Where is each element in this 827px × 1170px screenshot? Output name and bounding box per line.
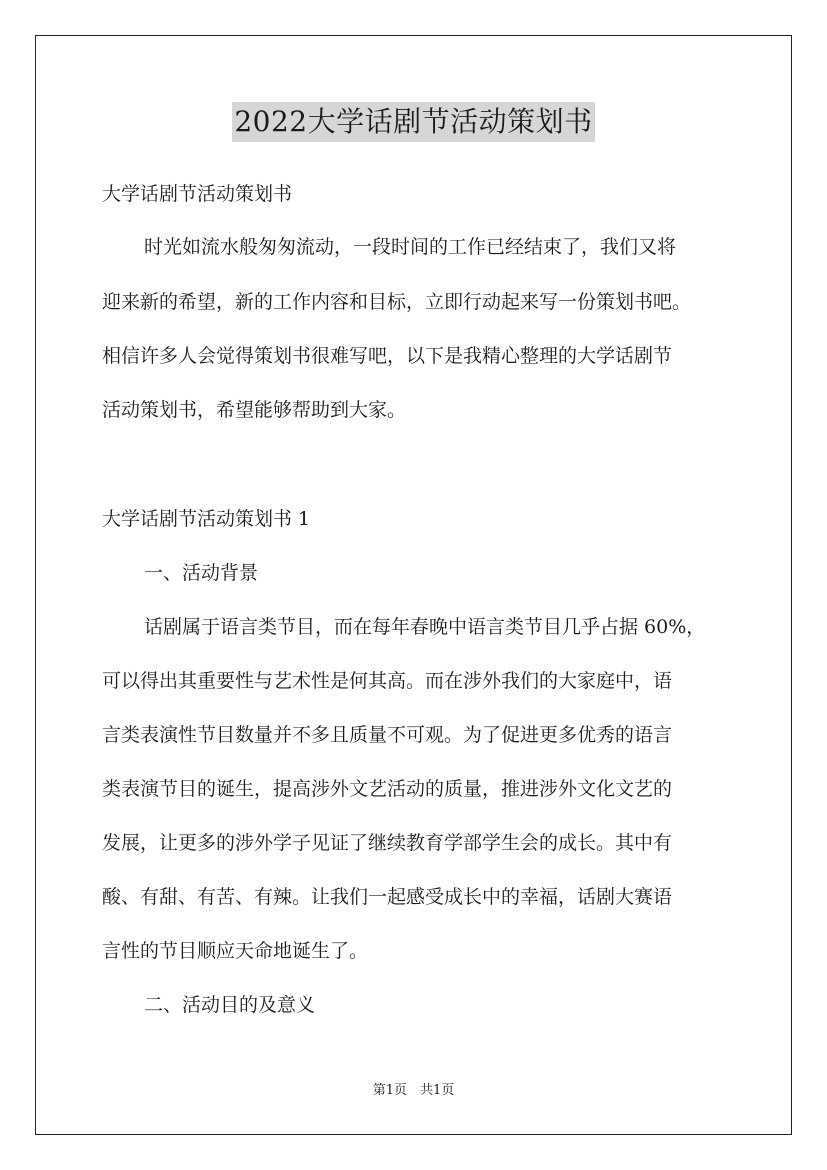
intro-line-2: 迎来新的希望，新的工作内容和目标，立即行动起来写一份策划书吧。 (102, 291, 692, 313)
intro-line-4: 活动策划书，希望能够帮助到大家。 (102, 399, 407, 421)
heading-purpose: 二、活动目的及意义 (144, 994, 316, 1016)
title-container (0, 102, 827, 142)
page-footer: 第1页 共1页 (372, 1083, 455, 1098)
heading-background: 一、活动背景 (144, 562, 259, 584)
intro-line-3: 相信许多人会觉得策划书很难写吧，以下是我精心整理的大学话剧节 (102, 345, 673, 367)
intro-line-1: 时光如流水般匆匆流动，一段时间的工作已经结束了，我们又将 (144, 236, 677, 258)
background-line-6: 酸、有甜、有苦、有辣。让我们一起感受成长中的幸福，话剧大赛语 (102, 886, 673, 908)
background-line-7: 言性的节目顺应天命地诞生了。 (102, 940, 369, 962)
background-line-3: 言类表演性节目数量并不多且质量不可观。为了促进更多优秀的语言 (102, 724, 673, 746)
document-subtitle: 大学话剧节活动策划书 (102, 183, 293, 205)
background-line-4: 类表演节目的诞生，提高涉外文艺活动的质量，推进涉外文化文艺的 (102, 778, 673, 800)
background-line-2: 可以得出其重要性与艺术性是何其高。而在涉外我们的大家庭中，语 (102, 670, 673, 692)
background-line-5: 发展，让更多的涉外学子见证了继续教育学部学生会的成长。其中有 (102, 832, 673, 854)
background-line-1: 话剧属于语言类节目，而在每年春晚中语言类节目几乎占据 60%， (144, 616, 706, 638)
document-title: 2022大学话剧节活动策划书 (232, 102, 594, 142)
section-title: 大学话剧节活动策划书 1 (102, 508, 311, 530)
